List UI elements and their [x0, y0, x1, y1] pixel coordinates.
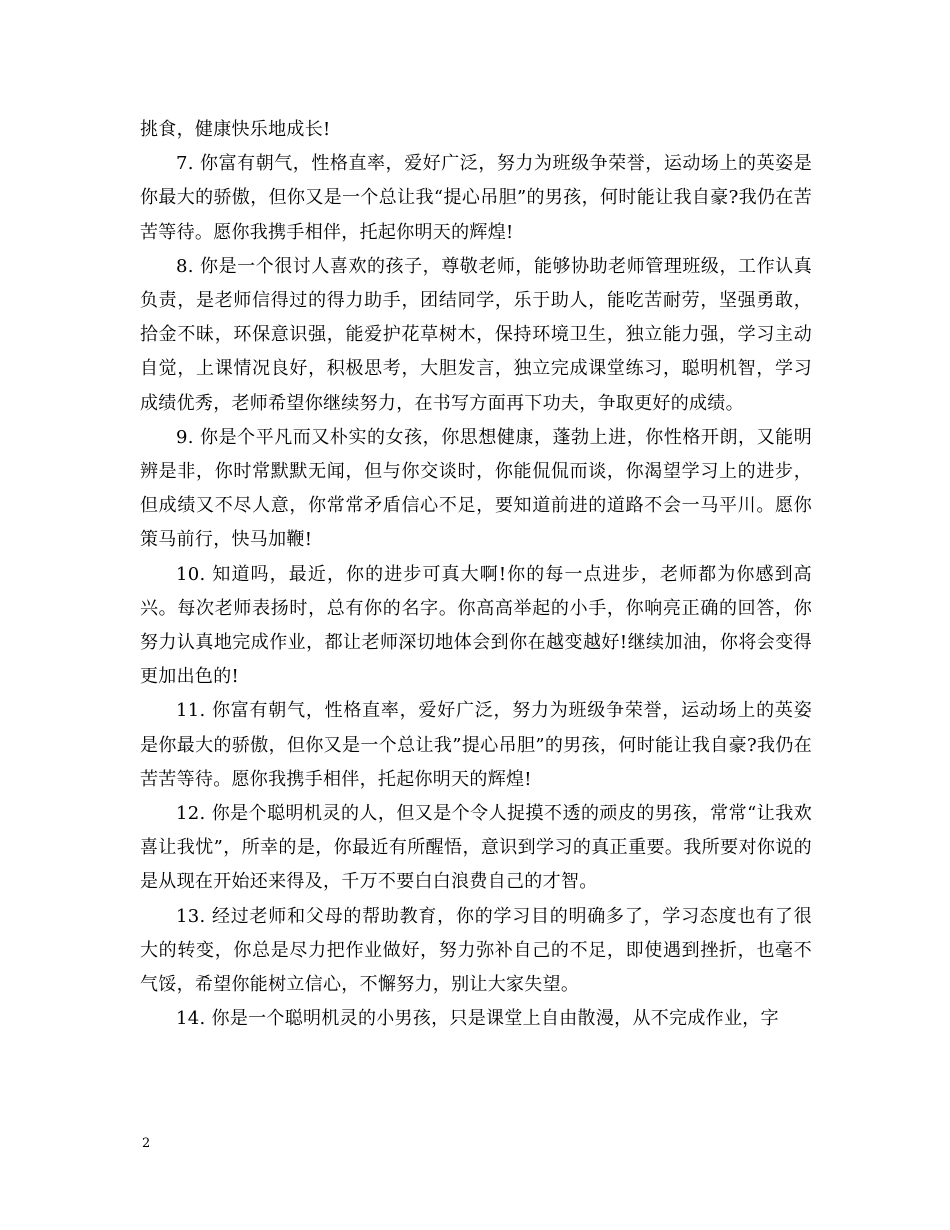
page-number: 2	[142, 1136, 151, 1151]
paragraph-item-9: 9. 你是个平凡而又朴实的女孩，你思想健康，蓬勃上进，你性格开朗，又能明辨是非，你时常默默无闻，但与你交谈时，你能侃侃而谈，你渴望学习上的进步，但成绩又不尽人意，你常常矛盾信心不足，要知道前进的道路不会一马平川。愿你策马前行，快马加鞭!	[140, 426, 812, 551]
document-body	[140, 113, 812, 1036]
paragraph-item-8: 8. 你是一个很讨人喜欢的孩子，尊敬老师，能够协助老师管理班级，工作认真负责，是老师信得过的得力助手，团结同学，乐于助人，能吃苦耐劳，坚强勇敢，拾金不昧，环保意识强，能爱护花草树木，保持环境卫生，独立能力强，学习主动自觉，上课情况良好，积极思考，大胆发言，独立完成课堂练习，聪明机智，学习成绩优秀，老师希望你继续努力，在书写方面再下功夫，争取更好的成绩。	[140, 255, 812, 414]
paragraph-item-13: 13. 经过老师和父母的帮助教育，你的学习目的明确多了，学习态度也有了很大的转变，你总是尽力把作业做好，努力弥补自己的不足，即使遇到挫折，也毫不气馁，希望你能树立信心，不懈努力，别让大家失望。	[140, 905, 812, 996]
paragraph-item-14: 14. 你是一个聪明机灵的小男孩，只是课堂上自由散漫，从不完成作业，字	[176, 1008, 779, 1030]
paragraph-item-12: 12. 你是个聪明机灵的人，但又是个令人捉摸不透的顽皮的男孩，常常“让我欢喜让我忧”，所幸的是，你最近有所醒悟，意识到学习的真正重要。我所要对你说的是从现在开始还来得及，千万不要白白浪费自己的才智。	[140, 803, 812, 893]
paragraph-continuation: 挑食，健康快乐地成长!	[140, 119, 331, 140]
paragraph-item-11: 11. 你富有朝气，性格直率，爱好广泛，努力为班级争荣誉，运动场上的英姿是你最大的骄傲，但你又是一个总让我”提心吊胆”的男孩，何时能让我自豪?我仍在苦苦等待。愿你我携手相伴，托起你明天的辉煌!	[140, 700, 812, 790]
paragraph-item-7: 7. 你富有朝气，性格直率，爱好广泛，努力为班级争荣誉，运动场上的英姿是你最大的骄傲，但你又是一个总让我“提心吊胆”的男孩，何时能让我自豪?我仍在苦苦等待。愿你我携手相伴，托起你明天的辉煌!	[140, 153, 812, 243]
paragraph-item-10: 10. 知道吗，最近，你的进步可真大啊!你的每一点进步，老师都为你感到高兴。每次老师表扬时，总有你的名字。你高高举起的小手，你响亮正确的回答，你努力认真地完成作业，都让老师深切地体会到你在越变越好!继续加油，你将会变得更加出色的!	[140, 563, 812, 688]
